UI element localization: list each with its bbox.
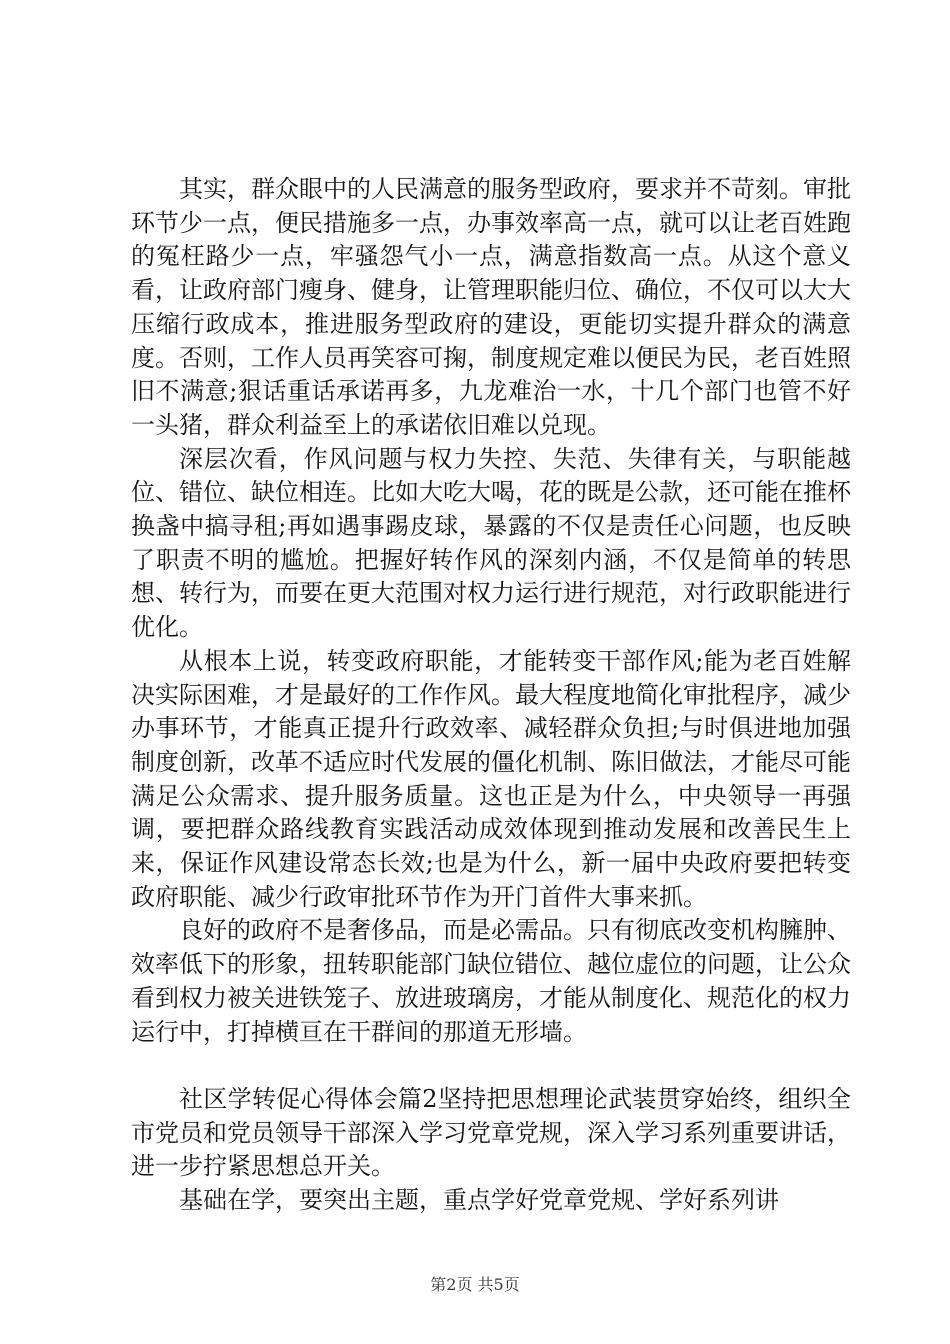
page-number: 第2页 共5页 [430, 1275, 520, 1294]
paragraph-1: 其实，群众眼中的人民满意的服务型政府，要求并不苛刻。审批环节少一点，便民措施多一点，办事效率高一点，就可以让老百姓跑的冤枉路少一点，牢骚怨气小一点，满意指数高一点。从这个意义看，让政府部门瘦身、健身，让管理职能归位、确位，不仅可以大大压缩行政成本，推进服务型政府的建设，更能切实提升群众的满意度。否则，工作人员再笑容可掬，制度规定难以便民为民，老百姓照旧不满意;狠话重话承诺再多，九龙难治一水，十几个部门也管不好一头猪，群众利益至上的承诺依旧难以兑现。 [131, 175, 851, 439]
paragraph-3: 从根本上说，转变政府职能，才能转变干部作风;能为老百姓解决实际困难，才是最好的工作作风。最大程度地简化审批程序，减少办事环节，才能真正提升行政效率、减轻群众负担;与时俱进地加强制度创新，改革不适应时代发展的僵化机制、陈旧做法，才能尽可能满足公众需求、提升服务质量。这也正是为什么，中央领导一再强调，要把群众路线教育实践活动成效体现到推动发展和改善民生上来，保证作风建设常态长效;也是为什么，新一届中央政府要把转变政府职能、减少行政审批环节作为开门首件大事来抓。 [131, 646, 851, 911]
paragraph-6: 基础在学，要突出主题，重点学好党章党规、学好系列讲 [179, 1186, 779, 1215]
document-body [131, 173, 851, 1218]
paragraph-4: 良好的政府不是奢侈品，而是必需品。只有彻底改变机构臃肿、效率低下的形象，扭转职能部门缺位错位、越位虚位的问题，让公众看到权力被关进铁笼子、放进玻璃房，才能从制度化、规范化的权力运行中，打掉横亘在干群间的那道无形墙。 [131, 916, 851, 1046]
page-footer [0, 1272, 950, 1295]
paragraph-5: 社区学转促心得体会篇2坚持把思想理论武装贯穿始终，组织全市党员和党员领导干部深入学习党章党规，深入学习系列重要讲话，进一步拧紧思想总开关。 [131, 1084, 851, 1181]
paragraph-2: 深层次看，作风问题与权力失控、失范、失律有关，与职能越位、错位、缺位相连。比如大吃大喝，花的既是公款，还可能在推杯换盏中搞寻租;再如遇事踢皮球，暴露的不仅是责任心问题，也反映了职责不明的尴尬。把握好转作风的深刻内涵，不仅是简单的转思想、转行为，而要在更大范围对权力运行进行规范，对行政职能进行优化。 [131, 444, 851, 642]
